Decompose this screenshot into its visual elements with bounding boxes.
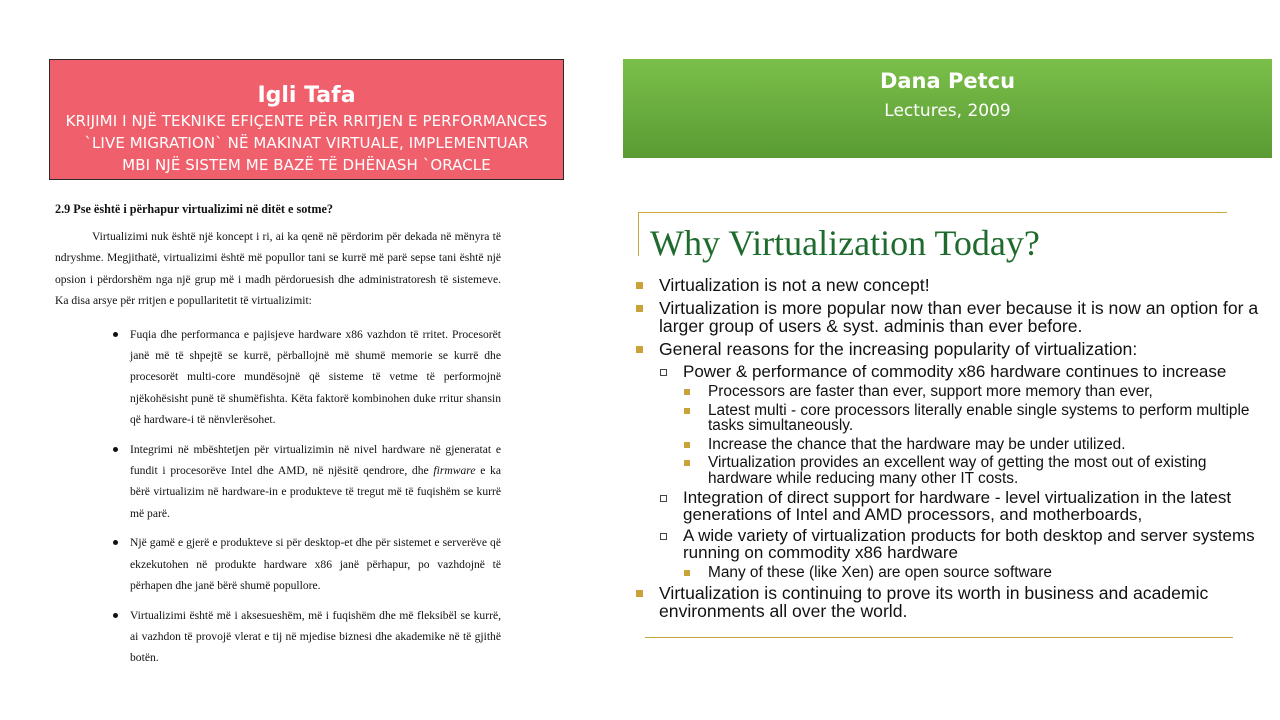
list-item: A wide variety of virtualization products for both desktop and server systems running on commodity x86 hardware xyxy=(634,527,1274,561)
list-item: Integration of direct support for hardware - level virtualization in the latest generations of Intel and AMD processors, and motherboards, xyxy=(634,489,1274,523)
bullet-dot-icon xyxy=(113,613,118,618)
hollow-square-bullet-icon xyxy=(660,533,667,540)
document-excerpt xyxy=(55,200,501,677)
left-header-banner xyxy=(49,59,564,180)
slide-frame-top-line xyxy=(638,212,1227,213)
square-bullet-icon xyxy=(636,305,643,312)
slide-frame-bottom-line xyxy=(645,637,1233,638)
list-item: General reasons for the increasing popularity of virtualization: xyxy=(634,340,1274,358)
list-item: Latest multi - core processors literally enable single systems to perform multiple tasks simultaneously. xyxy=(634,403,1274,434)
list-item: Processors are faster than ever, support more memory than ever, xyxy=(634,384,1274,400)
list-item: Virtualization is continuing to prove its worth in business and academic environments all over the world. xyxy=(634,584,1274,620)
bullet-dot-icon xyxy=(113,447,118,452)
slide-title: Why Virtualization Today? xyxy=(650,223,1040,263)
intro-paragraph: Virtualizimi nuk është një koncept i ri, ai ka qenë në përdorim për dekada në mënyra të ndryshme. Megjithatë, virtualizimi është më popullor tani se kurrë më parë sepse tani është një opsion i përdorshëm nga një grup më i madh përdoruesish dhe administratoresh të sistemeve. Ka disa arsye për rritjen e popullaritetit të virtualizimit: xyxy=(55,230,501,308)
list-item: Many of these (like Xen) are open source software xyxy=(634,565,1274,581)
bullet-dot-icon xyxy=(113,540,118,545)
slide-bullet-list xyxy=(634,276,1274,625)
list-item: Një gamë e gjerë e produkteve si për desktop-et dhe për sistemet e serverëve që ekzekutohen në produkte hardware x86 janë përhapur, po vazhdojnë të përhapen dhe janë bërë shumë popullore. xyxy=(55,532,501,596)
thesis-title-line-1: KRIJIMI I NJË TEKNIKE EFIÇENTE PËR RRITJEN E PERFORMANCES xyxy=(65,112,548,130)
square-bullet-icon xyxy=(684,442,690,448)
list-item: Increase the chance that the hardware may be under utilized. xyxy=(634,437,1274,453)
hollow-square-bullet-icon xyxy=(660,369,667,376)
list-item: Virtualizimi është më i aksesueshëm, më i fuqishëm dhe më fleksibël se kurrë, ai vazhdon të provojë vlerat e tij në mjedise biznesi dhe akademike në të gjithë botën. xyxy=(55,605,501,669)
list-item: Power & performance of commodity x86 hardware continues to increase xyxy=(634,363,1274,380)
section-heading: 2.9 Pse është i përhapur virtualizimi në ditët e sotme? xyxy=(55,202,334,216)
square-bullet-icon xyxy=(684,570,690,576)
thesis-title-line-2: `LIVE MIGRATION` NË MAKINAT VIRTUALE, IMPLEMENTUAR xyxy=(84,134,529,152)
right-header-banner xyxy=(623,59,1272,158)
square-bullet-icon xyxy=(636,282,643,289)
document-bullet-list xyxy=(55,324,501,669)
square-bullet-icon xyxy=(684,460,690,466)
list-item: Fuqia dhe performanca e pajisjeve hardware x86 vazhdon të rritet. Procesorët janë më të shpejtë se kurrë, përballojnë më shumë memorie se kurrë dhe procesorët multi-core mundësojnë që sisteme të vetme të performojnë njëkohësisht punë të shumëfishta. Këta faktorë kombinohen duke rritur shansin që hardware-i të nënvlerësohet. xyxy=(55,324,501,431)
author-name-left: Igli Tafa xyxy=(257,83,356,108)
lecture-source: Lectures, 2009 xyxy=(884,101,1011,121)
list-item: Integrimi në mbështetjen për virtualizimin në nivel hardware në gjeneratat e fundit i procesorëve Intel dhe AMD, në njësitë qendrore, dhe firmware e ka bërë virtualizim në hardware-in e produkteve të tregut më të fuqishëm se kurrë më parë. xyxy=(55,439,501,525)
bullet-dot-icon xyxy=(113,332,118,337)
slide-frame-left-line xyxy=(638,212,639,256)
square-bullet-icon xyxy=(684,389,690,395)
hollow-square-bullet-icon xyxy=(660,495,667,502)
square-bullet-icon xyxy=(636,590,643,597)
list-item: Virtualization is more popular now than ever because it is now an option for a larger group of users & syst. adminis than ever before. xyxy=(634,299,1274,335)
thesis-title-line-3: MBI NJË SISTEM ME BAZË TË DHËNASH `ORACLE xyxy=(122,156,491,174)
italic-term: firmware xyxy=(433,464,476,478)
square-bullet-icon xyxy=(684,408,690,414)
square-bullet-icon xyxy=(636,346,643,353)
list-item: Virtualization provides an excellent way of getting the most out of existing hardware while reducing many other IT costs. xyxy=(634,455,1274,486)
author-name-right: Dana Petcu xyxy=(879,69,1016,93)
list-item: Virtualization is not a new concept! xyxy=(634,276,1274,294)
